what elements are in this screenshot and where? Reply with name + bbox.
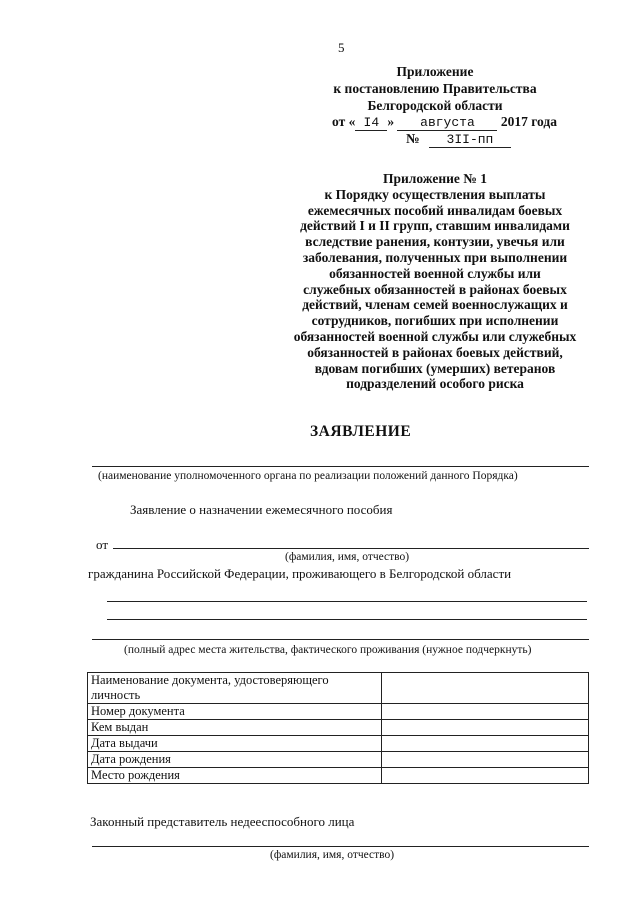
table-row [88,673,589,704]
table-row [88,720,589,736]
date-prefix: от « [332,114,356,129]
table-value[interactable] [382,704,589,720]
appendix-date [332,114,557,131]
table-row [88,736,589,752]
date-mid: » [387,114,395,129]
appendix-1-line: к Порядку осуществления выплаты [324,186,546,202]
appendix-1-line: вдовам погибших (умерших) ветеранов [314,360,556,376]
appendix-1-block [275,171,595,392]
fio-caption: (фамилия, имя, отчество) [285,551,410,563]
org-caption: (наименование уполномоченного органа по реализации положений данного Порядка) [98,470,518,482]
from-label: от [96,537,109,552]
appendix-header [300,63,570,114]
appendix-1-line: вследствие ранения, контузии, увечья или [305,234,565,250]
appendix-1-line: сотрудников, погибших при исполнении [311,313,559,329]
page-number: 5 [338,40,345,55]
form-title: ЗАЯВЛЕНИЕ [310,423,412,440]
table-row [88,704,589,720]
appendix-1-line: Приложение № 1 [383,171,487,186]
address-line-3 [92,639,589,640]
number-prefix: № [406,131,420,146]
date-year: 2017 года [500,114,557,129]
table-label: Номер документа [88,704,382,720]
appendix-1-line: действий I и II групп, ставшим инвалидами [300,218,570,234]
statement-text: Заявление о назначении ежемесячного пособия [130,502,393,517]
table-value[interactable] [382,752,589,768]
appendix-1-line: заболевания, полученных при выполнении [302,249,568,265]
table-value[interactable] [382,673,589,704]
citizen-line: гражданина Российской Федерации, проживающего в Белгородской области [88,566,512,581]
date-day: I4 [355,115,387,131]
table-label: Дата рождения [88,752,382,768]
table-value[interactable] [382,768,589,784]
appendix-1-line: обязанностей военной службы или служебных [293,328,577,344]
org-line [92,466,589,467]
address-caption: (полный адрес места жительства, фактического проживания (нужное подчеркнуть) [124,644,532,656]
appendix-1-line: служебных обязанностей в районах боевых [303,281,567,297]
table-row [88,752,589,768]
address-line-2 [107,619,587,620]
number-value: 3II-пп [429,132,511,148]
representative-label: Законный представитель недееспособного лица [90,814,355,829]
table-label: Кем выдан [88,720,382,736]
appendix-1-line: действий, членам семей военнослужащих и [302,297,568,313]
table-value[interactable] [382,736,589,752]
appendix-line-2: Белгородской области [367,98,503,113]
table-label: Дата выдачи [88,736,382,752]
table-label: Наименование документа, удостоверяющего личность [88,673,382,704]
document-table [87,672,589,784]
table-row [88,768,589,784]
appendix-title: Приложение [396,64,474,79]
representative-line [92,846,589,847]
from-line [113,548,589,549]
appendix-1-line: подразделений особого риска [346,376,524,392]
table-label: Место рождения [88,768,382,784]
appendix-1-line: ежемесячных пособий инвалидам боевых [307,202,563,218]
appendix-1-line: обязанностей в районах боевых действий, [307,344,563,360]
appendix-number [406,131,511,148]
representative-caption: (фамилия, имя, отчество) [270,849,395,861]
table-value[interactable] [382,720,589,736]
address-line-1 [107,601,587,602]
date-month: августа [397,115,497,131]
appendix-1-line: обязанностей военной службы или [329,265,541,281]
appendix-line-1: к постановлению Правительства [333,81,537,96]
